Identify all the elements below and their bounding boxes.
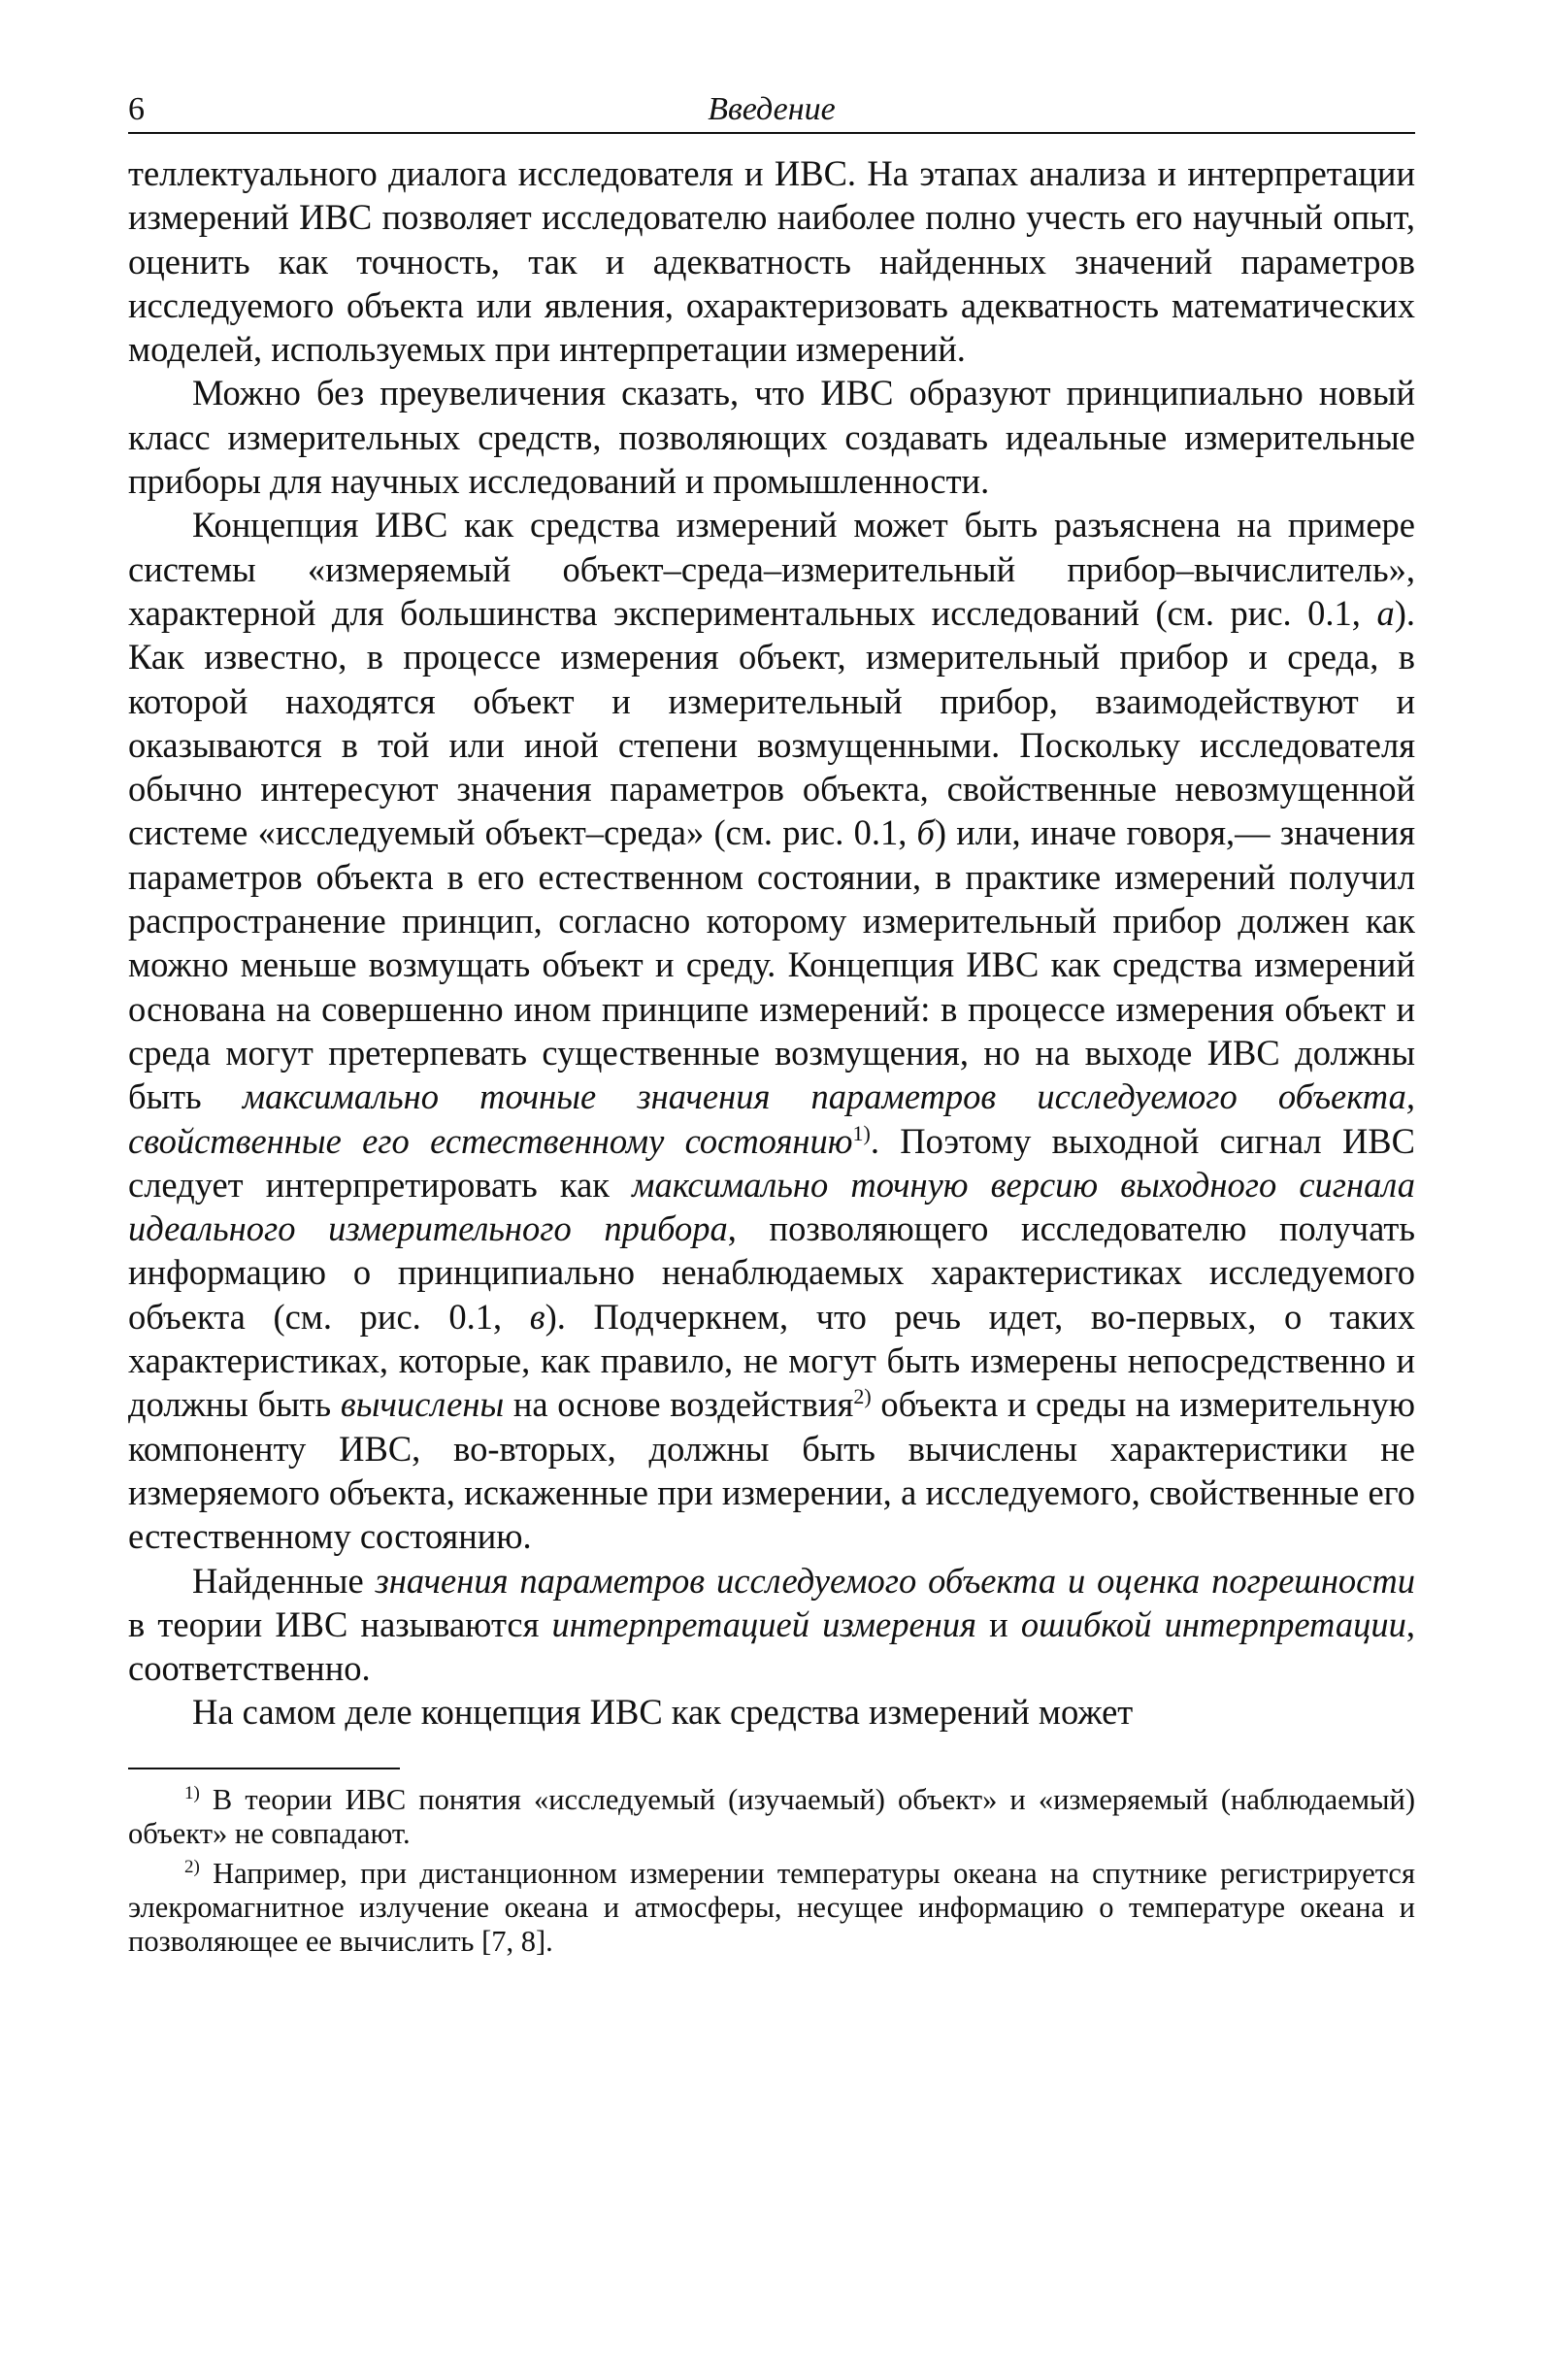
- footnote-text: В теории ИВС понятия «исследуемый (изучаемый) объект» и «измеряемый (наблюдаемый) объект» не совпадают.: [128, 1782, 1415, 1850]
- paragraph: [128, 503, 1415, 1558]
- text-segment: в теории ИВС называются: [128, 1603, 552, 1644]
- text-segment: теллектуального диалога исследователя и ИВС. На этапах анализа и интерпретации измерений ИВС позволяет исследователю наиболее полно учесть его научный опыт, оценить как точность, так и адекватность найденных значений параметров исследуемого объекта или явления, охарактеризовать адекватность математических моделей, используемых при интерпретации измерений.: [128, 153, 1415, 370]
- paragraph: [128, 151, 1415, 371]
- footnote-marker: 2): [184, 1856, 200, 1877]
- emphasized-text: максимально точную версию выходного сигнала идеального измерительного прибора: [128, 1164, 1415, 1249]
- emphasized-text: максимально точные значения параметров исследуемого объекта, свойственные его естественному состоянию: [128, 1076, 1415, 1161]
- text-segment: на основе воздействия: [504, 1384, 854, 1425]
- footnote: [128, 1857, 1415, 1959]
- book-page: [128, 87, 1415, 1965]
- text-segment: , соответственно.: [128, 1603, 1415, 1689]
- footnote-text: Например, при дистанционном измерении температуры океана на спутнике регистрируется элекромагнитное излучение океана и атмосферы, несущее информацию о температуре океана и позволяющее ее вычислить [7, 8].: [128, 1856, 1415, 1958]
- text-segment: ) или, иначе говоря,— значения параметров объекта в его естественном состоянии, в практике измерений получил распространение принцип, согласно которому измерительный прибор должен как можно меньше возмущать объект и среду. Концепция ИВС как средства измерений основана на совершенно ином принципе измерений: в процессе измерения объект и среда могут претерпевать существенные возмущения, но на выходе ИВС должны быть: [128, 812, 1415, 1117]
- footnote: [128, 1783, 1415, 1851]
- footnote-divider: [128, 1768, 400, 1769]
- text-segment: Концепция ИВС как средства измерений может быть разъяснена на примере системы «измеряемый объект–среда–измерительный прибор–вычислитель», характерной для большинства экспериментальных исследований (см. рис. 0.1,: [128, 505, 1415, 633]
- text-segment: и: [975, 1603, 1021, 1644]
- paragraph: [128, 1559, 1415, 1691]
- paragraph: [128, 1690, 1415, 1734]
- text-segment: ). Подчеркнем, что речь идет, во-первых, о таких характеристиках, которые, как правило, не могут быть измерены непосредственно и должны быть: [128, 1296, 1416, 1425]
- footnotes: [128, 1783, 1415, 1959]
- paragraph: [128, 371, 1415, 503]
- text-segment: Найденные: [192, 1560, 376, 1601]
- emphasized-text: значения параметров исследуемого объекта и оценка погрешности: [375, 1560, 1415, 1601]
- text-segment: Можно без преувеличения сказать, что ИВС образуют принципиально новый класс измерительных средств, позволяющих создавать идеальные измерительные приборы для научных исследований и промышленности.: [128, 373, 1415, 502]
- text-segment: объекта и среды на измерительную компоненту ИВС, во-вторых, должны быть вычислены характеристики не измеряемого объекта, искаженные при измерении, а исследуемого, свойственные его естественному состоянию.: [128, 1384, 1415, 1557]
- running-title: Введение: [708, 91, 836, 127]
- text-segment: . Поэтому выходной сигнал ИВС следует интерпретировать как: [128, 1120, 1416, 1205]
- emphasized-text: вычислены: [340, 1384, 505, 1425]
- footnote-reference: 2): [853, 1384, 872, 1409]
- emphasized-text: интерпретацией измерения: [551, 1603, 976, 1644]
- emphasized-text: а: [1376, 592, 1395, 633]
- footnote-marker: 1): [184, 1782, 200, 1803]
- emphasized-text: б: [916, 812, 935, 853]
- text-segment: , позволяющего исследователю получать информацию о принципиально ненаблюдаемых характеристиках исследуемого объекта (см. рис. 0.1,: [128, 1208, 1415, 1337]
- body-text: [128, 151, 1415, 1735]
- page-number: 6: [128, 91, 145, 127]
- text-segment: ). Как известно, в процессе измерения объект, измерительный прибор и среда, в которой находятся объект и измерительный прибор, взаимодействуют и оказываются в той или иной степени возмущенными. Поскольку исследователя обычно интересуют значения параметров объекта, свойственные невозмущенной системе «исследуемый объект–среда» (см. рис. 0.1,: [128, 592, 1415, 853]
- text-segment: На самом деле концепция ИВС как средства измерений может: [192, 1692, 1134, 1733]
- emphasized-text: в: [529, 1296, 545, 1337]
- emphasized-text: ошибкой интерпретации: [1020, 1603, 1406, 1644]
- running-head: [128, 87, 1415, 134]
- footnote-reference: 1): [852, 1120, 871, 1145]
